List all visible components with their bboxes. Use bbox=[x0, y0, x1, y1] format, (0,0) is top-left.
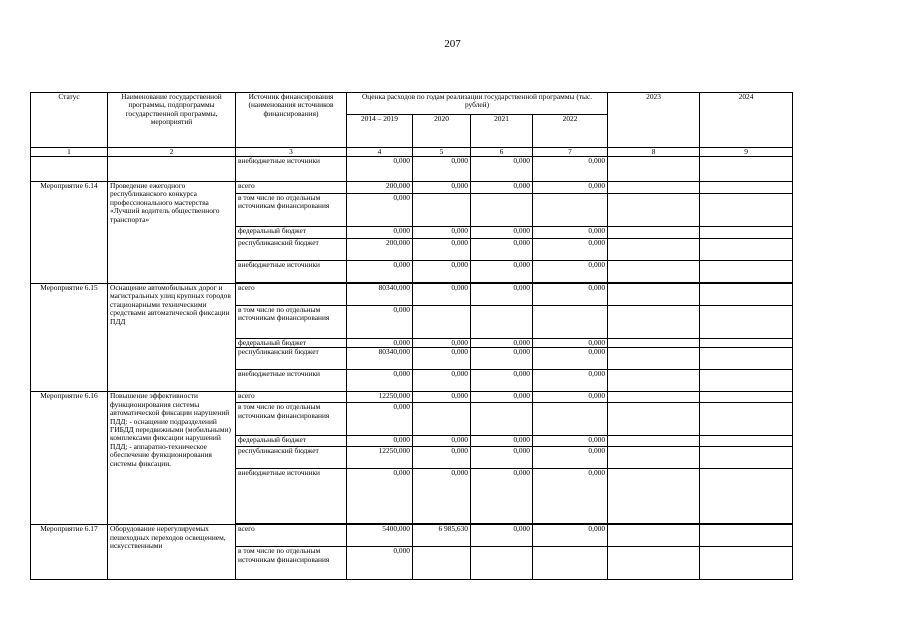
header-estimate: Оценка расходов по годам реализации государственной программы (тыс. рублей) bbox=[347, 93, 608, 115]
header-source: Источник финансирования (наименования источников финансирования) bbox=[236, 93, 347, 148]
header-name: Наименование государственной программы, подпрограммы государственной программы, мероприятий bbox=[108, 93, 236, 148]
header-status: Статус bbox=[31, 93, 108, 148]
table-row bbox=[31, 157, 793, 182]
source-cell: в том числе по отдельным источникам финансирования bbox=[236, 547, 347, 580]
value-cell: 0,000 bbox=[413, 436, 471, 447]
value-cell: 0,000 bbox=[347, 403, 413, 436]
source-cell: в том числе по отдельным источникам финансирования bbox=[236, 194, 347, 227]
header-year-2014-2019: 2014 – 2019 bbox=[347, 115, 413, 148]
value-cell: 0,000 bbox=[471, 436, 533, 447]
value-cell: 0,000 bbox=[533, 525, 608, 547]
table-row bbox=[31, 182, 793, 194]
header-year-2023: 2023 bbox=[608, 93, 700, 148]
source-cell: республиканский бюджет bbox=[236, 239, 347, 261]
value-cell: 0,000 bbox=[347, 157, 413, 182]
source-cell: всего bbox=[236, 392, 347, 403]
value-cell: 0,000 bbox=[471, 339, 533, 348]
value-cell: 80340,000 bbox=[347, 284, 413, 306]
header-year-2022: 2022 bbox=[533, 115, 608, 148]
value-cell: 0,000 bbox=[413, 227, 471, 239]
value-cell: 200,000 bbox=[347, 182, 413, 194]
column-number: 9 bbox=[700, 148, 793, 157]
value-cell: 0,000 bbox=[533, 227, 608, 239]
value-cell: 0,000 bbox=[533, 339, 608, 348]
value-cell: 0,000 bbox=[533, 447, 608, 469]
value-cell: 0,000 bbox=[347, 547, 413, 580]
value-cell: 0,000 bbox=[533, 284, 608, 306]
value-cell: 80340,000 bbox=[347, 348, 413, 370]
value-cell: 0,000 bbox=[413, 239, 471, 261]
budget-table bbox=[30, 92, 793, 580]
page-number: 207 bbox=[444, 38, 461, 50]
value-cell: 6 985,630 bbox=[413, 525, 471, 547]
source-cell: республиканский бюджет bbox=[236, 348, 347, 370]
table-row bbox=[31, 284, 793, 306]
column-number: 7 bbox=[533, 148, 608, 157]
source-cell: республиканский бюджет bbox=[236, 447, 347, 469]
status-cell: Мероприятие 6.15 bbox=[31, 284, 108, 392]
value-cell: 0,000 bbox=[347, 370, 413, 392]
source-cell: федеральный бюджет bbox=[236, 227, 347, 239]
header-year-2021: 2021 bbox=[471, 115, 533, 148]
value-cell: 0,000 bbox=[471, 348, 533, 370]
source-cell: федеральный бюджет bbox=[236, 339, 347, 348]
column-number: 3 bbox=[236, 148, 347, 157]
value-cell: 0,000 bbox=[347, 436, 413, 447]
source-cell: внебюджетные источники bbox=[236, 261, 347, 283]
value-cell: 0,000 bbox=[347, 469, 413, 524]
column-number: 1 bbox=[31, 148, 108, 157]
value-cell: 0,000 bbox=[413, 392, 471, 403]
value-cell: 0,000 bbox=[471, 392, 533, 403]
value-cell: 0,000 bbox=[347, 261, 413, 283]
value-cell: 0,000 bbox=[413, 469, 471, 524]
value-cell: 0,000 bbox=[533, 182, 608, 194]
table-row bbox=[31, 525, 793, 547]
source-cell: в том числе по отдельным источникам финансирования bbox=[236, 306, 347, 339]
value-cell: 0,000 bbox=[471, 239, 533, 261]
value-cell: 0,000 bbox=[413, 284, 471, 306]
status-cell: Мероприятие 6.16 bbox=[31, 392, 108, 525]
table-row bbox=[31, 392, 793, 403]
value-cell: 0,000 bbox=[471, 370, 533, 392]
value-cell: 0,000 bbox=[533, 370, 608, 392]
source-cell: в том числе по отдельным источникам финансирования bbox=[236, 403, 347, 436]
column-number: 4 bbox=[347, 148, 413, 157]
value-cell: 0,000 bbox=[533, 392, 608, 403]
source-cell: всего bbox=[236, 182, 347, 194]
value-cell: 12250,000 bbox=[347, 447, 413, 469]
value-cell: 0,000 bbox=[471, 469, 533, 524]
header-year-2024: 2024 bbox=[700, 93, 793, 148]
value-cell: 0,000 bbox=[471, 447, 533, 469]
value-cell: 0,000 bbox=[471, 284, 533, 306]
value-cell: 0,000 bbox=[471, 157, 533, 182]
value-cell: 0,000 bbox=[533, 157, 608, 182]
value-cell: 0,000 bbox=[347, 227, 413, 239]
value-cell: 0,000 bbox=[413, 157, 471, 182]
column-number: 8 bbox=[608, 148, 700, 157]
value-cell: 0,000 bbox=[533, 261, 608, 283]
source-cell: внебюджетные источники bbox=[236, 469, 347, 524]
status-cell: Мероприятие 6.17 bbox=[31, 525, 108, 580]
status-cell: Мероприятие 6.14 bbox=[31, 182, 108, 284]
value-cell: 200,000 bbox=[347, 239, 413, 261]
value-cell: 5400,000 bbox=[347, 525, 413, 547]
value-cell: 0,000 bbox=[533, 239, 608, 261]
value-cell: 0,000 bbox=[533, 348, 608, 370]
value-cell: 0,000 bbox=[413, 348, 471, 370]
value-cell: 0,000 bbox=[413, 447, 471, 469]
value-cell: 0,000 bbox=[471, 182, 533, 194]
name-cell: Повышение эффективности функционирования системы автоматической фиксации нарушений ПДД: - оснащение подразделений ГИБДД передвижными (мобильными) комплексами фиксации нарушений ПДД; - аппаратно-техническое обеспечение функционирования системы фиксации. bbox=[108, 392, 236, 525]
value-cell: 0,000 bbox=[413, 261, 471, 283]
name-cell: Оснащение автомобильных дорог и магистральных улиц крупных городов стационарными техническими средствами автоматической фиксации ПДД bbox=[108, 284, 236, 392]
value-cell: 0,000 bbox=[347, 194, 413, 227]
value-cell: 0,000 bbox=[347, 339, 413, 348]
source-cell: всего bbox=[236, 284, 347, 306]
header-year-2020: 2020 bbox=[413, 115, 471, 148]
column-number: 6 bbox=[471, 148, 533, 157]
value-cell: 0,000 bbox=[533, 436, 608, 447]
header-row-1 bbox=[31, 93, 793, 115]
value-cell: 0,000 bbox=[347, 306, 413, 339]
source-cell: внебюджетные источники bbox=[236, 157, 347, 182]
source-cell: всего bbox=[236, 525, 347, 547]
name-cell: Оборудование нерегулируемых пешеходных переходов освещением, искусственными bbox=[108, 525, 236, 580]
value-cell: 0,000 bbox=[471, 261, 533, 283]
value-cell: 0,000 bbox=[413, 182, 471, 194]
column-number: 5 bbox=[413, 148, 471, 157]
value-cell: 0,000 bbox=[533, 469, 608, 524]
value-cell: 0,000 bbox=[413, 370, 471, 392]
column-numbers-row bbox=[31, 148, 793, 157]
name-cell: Проведение ежегодного республиканского конкурса профессионального мастерства «Лучший водитель общественного транспорта» bbox=[108, 182, 236, 284]
value-cell: 0,000 bbox=[471, 525, 533, 547]
value-cell: 0,000 bbox=[413, 339, 471, 348]
value-cell: 12250,000 bbox=[347, 392, 413, 403]
source-cell: внебюджетные источники bbox=[236, 370, 347, 392]
source-cell: федеральный бюджет bbox=[236, 436, 347, 447]
value-cell: 0,000 bbox=[471, 227, 533, 239]
column-number: 2 bbox=[108, 148, 236, 157]
